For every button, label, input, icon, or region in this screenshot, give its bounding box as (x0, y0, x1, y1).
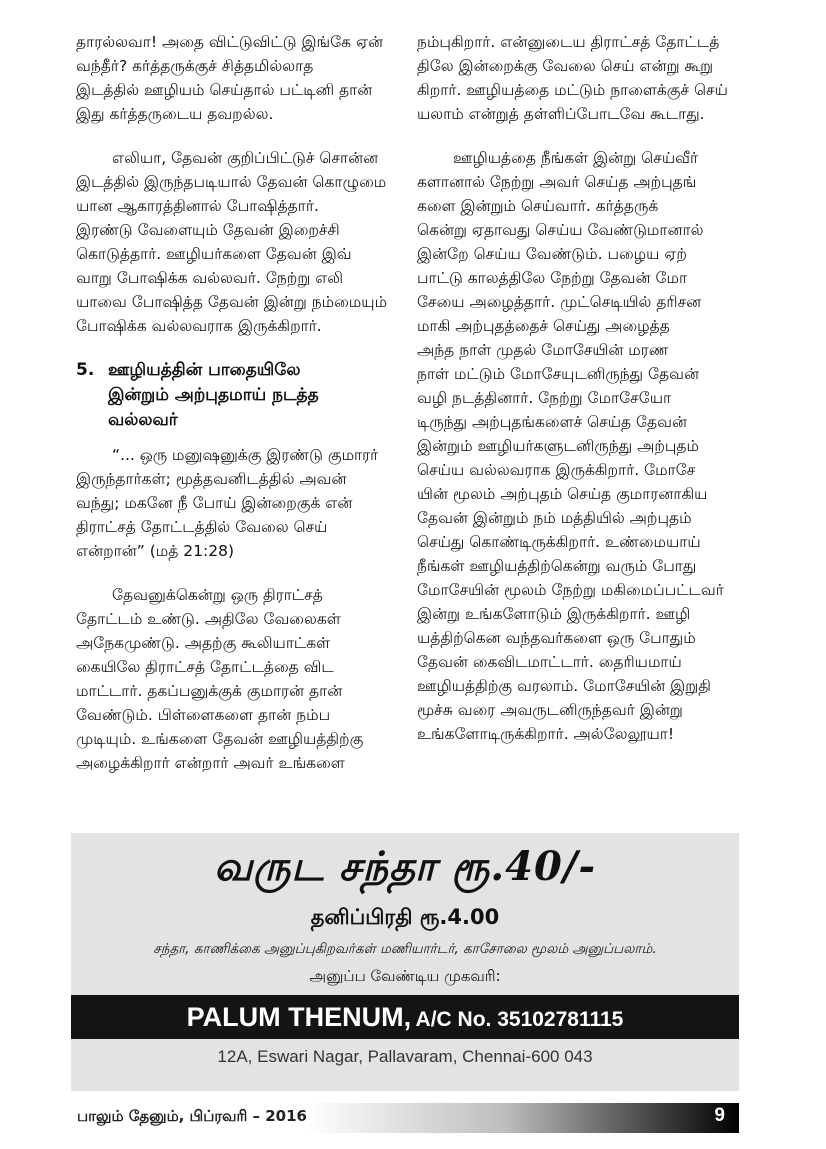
text-line: களை இன்றும் செய்வார். கர்த்தருக் (417, 197, 659, 215)
subscription-box (71, 833, 739, 1091)
text-line: போஷிக்க வல்லவராக இருக்கிறார். (76, 317, 322, 335)
text-line: டிருந்து அற்புதங்களைச் செய்த தேவன் (417, 413, 688, 431)
text-line: அநேகமுண்டு. அதற்கு கூலியாட்கள் (76, 634, 331, 652)
text-line: இன்றும் ஊழியர்களுடனிருந்து அற்புதம் (417, 437, 699, 455)
text-line: பாட்டு காலத்திலே நேற்று தேவன் மோ (417, 269, 688, 287)
text-line: கிறார். ஊழியத்தை மட்டும் நாளைக்குச் செய் (417, 81, 728, 99)
text-line: என்றான்” (மத் 21:28) (76, 542, 235, 560)
article-paragraph (417, 30, 741, 126)
right-column (417, 30, 741, 766)
text-line: மூச்சு வரை அவருடனிருந்தவர் இன்று (417, 701, 683, 719)
section-heading (76, 358, 394, 433)
text-line: இடத்தில் இருந்தபடியால் தேவன் கொழுமை (76, 173, 387, 191)
text-line: இது கர்த்தருடைய தவறல்ல. (76, 105, 274, 123)
account-number: A/C No. 35102781115 (415, 1008, 624, 1031)
text-line: இன்று உங்களோடும் இருக்கிறார். ஊழி (417, 605, 691, 623)
text-line: இரண்டு வேளையும் தேவன் இறைச்சி (76, 221, 340, 239)
text-line: உங்களோடிருக்கிறார். அல்லேலூயா! (417, 725, 675, 743)
text-line: நம்புகிறார். என்னுடைய திராட்சத் தோட்டத் (417, 33, 720, 51)
text-line: வழி நடத்தினார். நேற்று மோசேயோ (417, 389, 672, 407)
text-line: வந்தீர்? கர்த்தருக்குச் சித்தமில்லாத (76, 57, 314, 75)
text-line: சேயை அழைத்தார். முட்செடியில் தரிசன (417, 293, 702, 311)
page-number: 9 (714, 1105, 725, 1126)
text-line: நாள் மட்டும் மோசேயுடனிருந்து தேவன் (417, 365, 699, 383)
text-line: மாட்டார். தகப்பனுக்குக் குமாரன் தான் (76, 682, 343, 700)
text-line: களானால் நேற்று அவர் செய்த அற்புதங் (417, 173, 697, 191)
heading-line: ஊழியத்தின் பாதையிலே (108, 360, 301, 380)
page-footer (71, 1103, 739, 1133)
text-line: கொடுத்தார். ஊழியர்களை தேவன் இவ் (76, 245, 352, 263)
text-line: தேவன் இன்றும் நம் மத்தியில் அற்புதம் (417, 509, 692, 527)
text-line: ஊழியத்தை நீங்கள் இன்று செய்வீர் (453, 149, 699, 167)
issue-label: பாலும் தேனும், பிப்ரவரி – 2016 (77, 1107, 307, 1125)
text-line: யலாம் என்றுத் தள்ளிப்போடவே கூடாது. (417, 105, 705, 123)
text-line: செய்து கொண்டிருக்கிறார். உண்மையாய் (417, 533, 701, 551)
text-line: கென்று ஏதாவது செய்ய வேண்டுமானால் (417, 221, 704, 239)
text-line: திலே இன்றைக்கு வேலை செய் என்று கூறு (417, 57, 714, 75)
text-line: யான ஆகாரத்தினால் போஷித்தார். (76, 197, 319, 215)
article-paragraph (76, 30, 394, 126)
text-line: வாறு போஷிக்க வல்லவர். நேற்று எலி (76, 269, 344, 287)
text-line: தேவன் கைவிடமாட்டார். தைரியமாய் (417, 653, 682, 671)
payment-note: சந்தா, காணிக்கை அனுப்புகிறவர்கள் மணியார்டர், காசோலை மூலம் அனுப்பலாம். (153, 941, 657, 957)
text-line: தோட்டம் உண்டு. அதிலே வேலைகள் (76, 610, 341, 628)
text-line: ஊழியத்திற்கு வரலாம். மோசேயின் இறுதி (417, 677, 711, 695)
postal-address: 12A, Eswari Nagar, Pallavaram, Chennai-600 043 (217, 1047, 593, 1066)
article-paragraph (417, 146, 741, 746)
heading-line: இன்றும் அற்புதமாய் நடத்த (108, 385, 319, 405)
account-bar (71, 995, 739, 1039)
heading-line: வல்லவர் (108, 410, 178, 430)
article-paragraph (76, 583, 394, 775)
text-line: “... ஒரு மனுஷனுக்கு இரண்டு குமாரர் (112, 446, 379, 464)
text-line: கையிலே திராட்சத் தோட்டத்தை விட (76, 658, 334, 676)
text-line: யின் மூலம் அற்புதம் செய்த குமாரனாகிய (417, 485, 708, 503)
text-line: யத்திற்கென வந்தவர்களை ஒரு போதும் (417, 629, 696, 647)
payee-name: PALUM THENUM, (186, 1002, 412, 1032)
text-line: நீங்கள் ஊழியத்திற்கென்று வரும் போது (417, 557, 697, 575)
address-label: அனுப்ப வேண்டிய முகவரி: (309, 967, 501, 985)
text-line: திராட்சத் தோட்டத்தில் வேலை செய் (76, 518, 328, 536)
text-line: இன்றே செய்ய வேண்டும். பழைய ஏற் (417, 245, 687, 263)
text-line: இடத்தில் ஊழியம் செய்தால் பட்டினி தான் (76, 81, 373, 99)
article-paragraph (76, 146, 394, 338)
text-line: யாவை போஷித்த தேவன் இன்று நம்மையும் (76, 293, 388, 311)
text-line: இருந்தார்கள்; மூத்தவனிடத்தில் அவன் (76, 470, 347, 488)
text-line: தேவனுக்கென்று ஒரு திராட்சத் (112, 586, 323, 604)
left-column (76, 30, 394, 795)
section-number: 5. (76, 360, 95, 380)
text-line: தாரல்லவா! அதை விட்டுவிட்டு இங்கே ஏன் (76, 33, 384, 51)
text-line: மாகி அற்புதத்தைச் செய்து அழைத்த (417, 317, 670, 335)
text-line: அழைக்கிறார் என்றார் அவர் உங்களை (76, 754, 345, 772)
text-line: செய்ய வல்லவராக இருக்கிறார். மோசே (417, 461, 696, 479)
text-line: மோசேயின் மூலம் நேற்று மகிமைப்பட்டவர் (417, 581, 724, 599)
text-line: எலியா, தேவன் குறிப்பிட்டுச் சொன்ன (112, 149, 379, 167)
text-line: வேண்டும். பிள்ளைகளை தான் நம்ப (76, 706, 331, 724)
single-copy-price: தனிப்பிரதி ரூ.4.00 (310, 905, 500, 929)
text-line: முடியும். உங்களை தேவன் ஊழியத்திற்கு (76, 730, 364, 748)
text-line: அந்த நாள் முதல் மோசேயின் மரண (417, 341, 669, 359)
text-line: வந்து; மகனே நீ போய் இன்றைகுக் என் (76, 494, 353, 512)
annual-subscription: வருட சந்தா ரூ.40/- (213, 843, 597, 890)
scripture-quote (76, 443, 394, 563)
